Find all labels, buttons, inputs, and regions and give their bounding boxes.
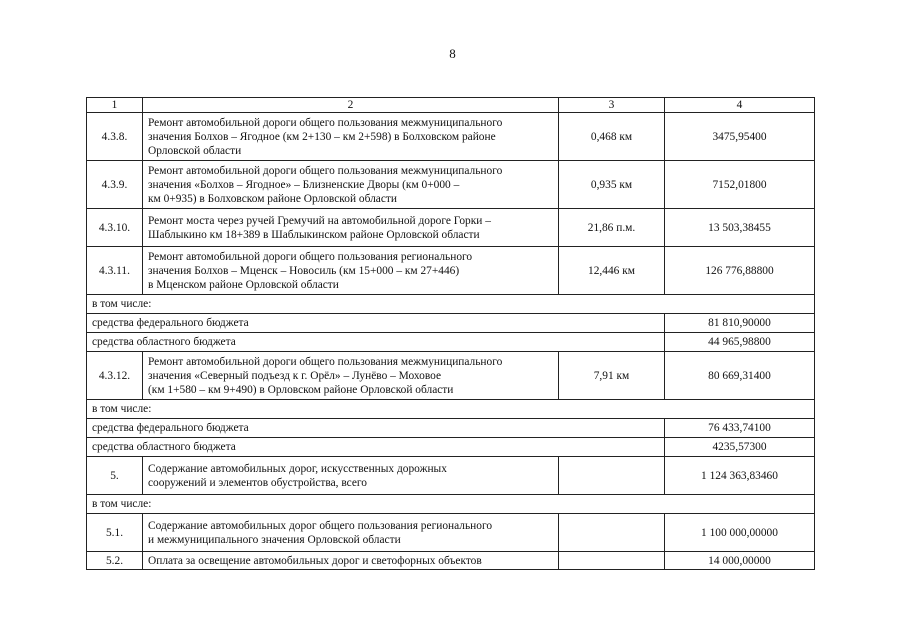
item-quantity: 0,935 км <box>559 161 665 209</box>
funding-source-label: средства федерального бюджета <box>87 419 665 438</box>
item-quantity <box>559 457 665 495</box>
description-line: Шаблыкино км 18+389 в Шаблыкинском районе Орловской области <box>148 228 480 241</box>
item-amount: 13 503,38455 <box>665 209 815 247</box>
funding-source-amount: 44 965,98800 <box>665 333 815 352</box>
description-line: значения Болхов – Мценск – Новосиль (км 15+000 – км 27+446) <box>148 264 460 277</box>
item-description <box>143 552 559 570</box>
description-line: Содержание автомобильных дорог общего пользования регионального <box>148 519 493 532</box>
description-line: Ремонт автомобильной дороги общего пользования регионального <box>148 250 473 263</box>
table-row <box>87 113 815 161</box>
item-description <box>143 113 559 161</box>
description-line: и межмуниципального значения Орловской области <box>148 533 401 546</box>
item-quantity: 7,91 км <box>559 352 665 400</box>
description-line: сооружений и элементов обустройства, всего <box>148 476 367 489</box>
description-line: Ремонт автомобильной дороги общего пользования межмуниципального <box>148 164 503 177</box>
funding-source-amount: 4235,57300 <box>665 438 815 457</box>
item-amount: 80 669,31400 <box>665 352 815 400</box>
table-row <box>87 247 815 295</box>
item-number: 5.2. <box>87 552 143 570</box>
description-line: км 0+935) в Болховском районе Орловской области <box>148 192 397 205</box>
funding-source-amount: 81 810,90000 <box>665 314 815 333</box>
description-line: Орловской области <box>148 144 242 157</box>
item-description <box>143 457 559 495</box>
table-row <box>87 352 815 400</box>
item-amount: 126 776,88800 <box>665 247 815 295</box>
item-description <box>143 352 559 400</box>
subtotal-note-row <box>87 495 815 514</box>
description-line: (км 1+580 – км 9+490) в Орловском районе Орловской области <box>148 383 454 396</box>
column-header: 2 <box>143 98 559 113</box>
subtotal-note: в том числе: <box>87 495 815 514</box>
funding-source-label: средства областного бюджета <box>87 438 665 457</box>
item-number: 4.3.8. <box>87 113 143 161</box>
subtotal-note: в том числе: <box>87 295 815 314</box>
item-quantity: 12,446 км <box>559 247 665 295</box>
funding-source-label: средства областного бюджета <box>87 333 665 352</box>
item-number: 5. <box>87 457 143 495</box>
item-number: 4.3.9. <box>87 161 143 209</box>
budget-table <box>86 97 815 570</box>
item-amount: 14 000,00000 <box>665 552 815 570</box>
item-description <box>143 514 559 552</box>
item-number: 4.3.10. <box>87 209 143 247</box>
funding-source-label: средства федерального бюджета <box>87 314 665 333</box>
subtotal-note-row <box>87 295 815 314</box>
table-row <box>87 209 815 247</box>
item-number: 4.3.11. <box>87 247 143 295</box>
column-header: 3 <box>559 98 665 113</box>
table-row <box>87 457 815 495</box>
description-line: значения «Болхов – Ягодное» – Близненские Дворы (км 0+000 – <box>148 178 460 191</box>
description-line: значения «Северный подъезд к г. Орёл» – Лунёво – Моховое <box>148 369 442 382</box>
table-header-row <box>87 98 815 113</box>
page-number: 8 <box>449 46 456 61</box>
item-number: 5.1. <box>87 514 143 552</box>
item-quantity: 0,468 км <box>559 113 665 161</box>
subtotal-note-row <box>87 400 815 419</box>
item-amount: 1 100 000,00000 <box>665 514 815 552</box>
funding-source-row <box>87 419 815 438</box>
description-line: Ремонт моста через ручей Гремучий на автомобильной дороге Горки – <box>148 214 491 227</box>
description-line: значения Болхов – Ягодное (км 2+130 – км 2+598) в Болховском районе <box>148 130 496 143</box>
funding-source-row <box>87 314 815 333</box>
column-header: 4 <box>665 98 815 113</box>
description-line: Ремонт автомобильной дороги общего пользования межмуниципального <box>148 355 503 368</box>
item-quantity <box>559 514 665 552</box>
table-row <box>87 161 815 209</box>
item-amount: 3475,95400 <box>665 113 815 161</box>
column-header: 1 <box>87 98 143 113</box>
item-amount: 1 124 363,83460 <box>665 457 815 495</box>
item-amount: 7152,01800 <box>665 161 815 209</box>
subtotal-note: в том числе: <box>87 400 815 419</box>
description-line: Содержание автомобильных дорог, искусственных дорожных <box>148 462 447 475</box>
item-description <box>143 161 559 209</box>
description-line: Оплата за освещение автомобильных дорог и светофорных объектов <box>148 554 482 567</box>
table-body <box>87 98 815 570</box>
description-line: в Мценском районе Орловской области <box>148 278 339 291</box>
funding-source-row <box>87 333 815 352</box>
item-description <box>143 209 559 247</box>
table-row <box>87 514 815 552</box>
item-quantity <box>559 552 665 570</box>
item-description <box>143 247 559 295</box>
item-number: 4.3.12. <box>87 352 143 400</box>
funding-source-amount: 76 433,74100 <box>665 419 815 438</box>
item-quantity: 21,86 п.м. <box>559 209 665 247</box>
description-line: Ремонт автомобильной дороги общего пользования межмуниципального <box>148 116 503 129</box>
table-row <box>87 552 815 570</box>
funding-source-row <box>87 438 815 457</box>
